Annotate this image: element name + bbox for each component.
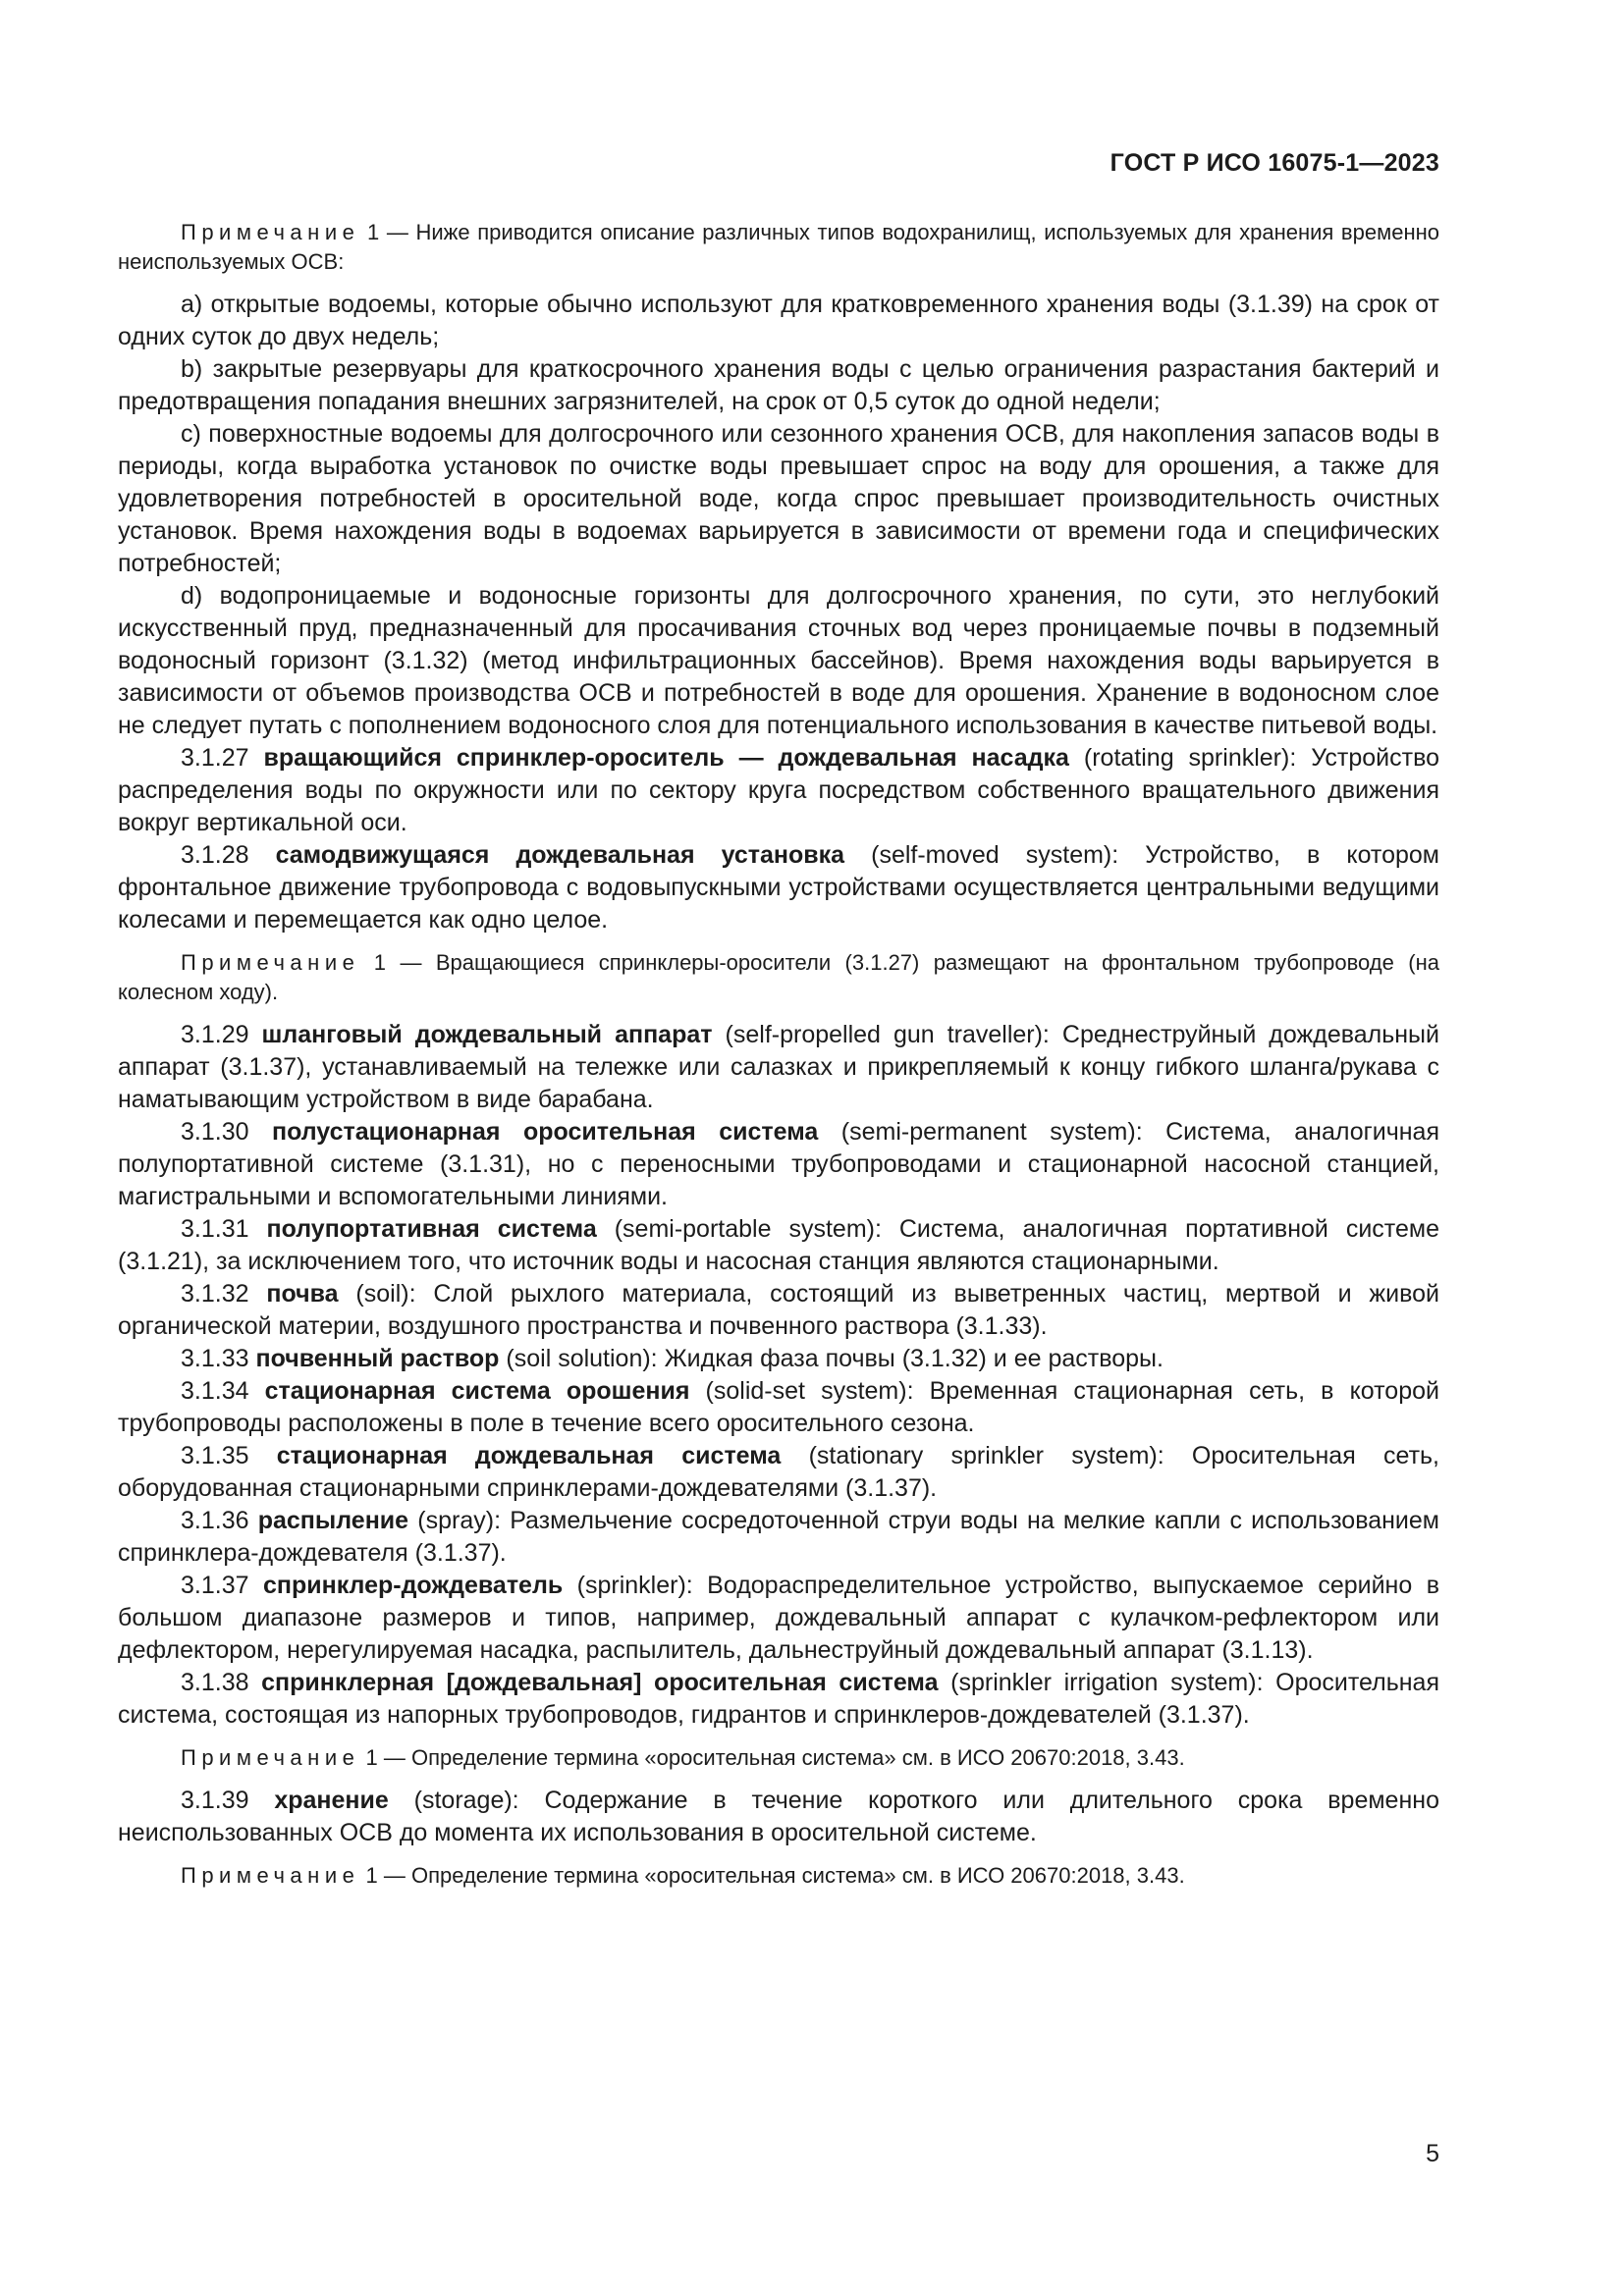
term-3-1-38 xyxy=(118,1667,1439,1732)
note-text: — Вращающиеся спринклеры-оросители (3.1.27) размещают на фронтальном трубопроводе (на колесном ходу). xyxy=(118,950,1439,1004)
term-definition: (spray): Размельчение сосредоточенной струи воды на мелкие капли с использованием спринклера-дождевателя (3.1.37). xyxy=(118,1507,1439,1567)
term-definition: (storage): Содержание в течение короткого или длительного срока временно неиспользованных ОСВ до момента их использования в оросительной системе. xyxy=(118,1787,1439,1846)
term-3-1-34 xyxy=(118,1375,1439,1440)
note-after-3-1-39 xyxy=(118,1861,1439,1891)
term-3-1-33 xyxy=(118,1343,1439,1375)
term-title: стационарная дождевальная система xyxy=(276,1442,782,1469)
term-title: полупортативная система xyxy=(266,1215,597,1243)
term-3-1-29 xyxy=(118,1019,1439,1116)
term-number: 3.1.31 xyxy=(181,1215,249,1243)
term-number: 3.1.27 xyxy=(181,744,249,772)
term-definition: (rotating sprinkler): Устройство распределения воды по окружности или по сектору круга посредством собственного вращательного движения вокруг вертикальной оси. xyxy=(118,744,1439,836)
list-text: открытые водоемы, которые обычно используют для кратковременного хранения воды (3.1.39) на срок от одних суток до двух недель; xyxy=(118,291,1440,350)
term-definition: (sprinkler irrigation system): Оросительная система, состоящая из напорных трубопроводов, гидрантов и спринклеров-дождевателей (3.1.37). xyxy=(118,1669,1439,1729)
term-3-1-35 xyxy=(118,1440,1439,1505)
term-number: 3.1.39 xyxy=(181,1787,249,1814)
list-text: закрытые резервуары для краткосрочного хранения воды с целью ограничения разрастания бактерий и предотвращения попадания внешних загрязнителей, на срок от 0,5 суток до одной недели; xyxy=(118,355,1439,415)
list-marker: b) xyxy=(181,355,203,383)
term-number: 3.1.36 xyxy=(181,1507,249,1534)
term-3-1-28 xyxy=(118,839,1439,936)
term-number: 3.1.29 xyxy=(181,1021,249,1048)
term-title: хранение xyxy=(274,1787,389,1814)
list-item-d xyxy=(118,580,1439,742)
list-item-b xyxy=(118,353,1439,418)
term-definition: (soil solution): Жидкая фаза почвы (3.1.32) и ее растворы. xyxy=(506,1345,1164,1372)
term-3-1-27 xyxy=(118,742,1439,839)
term-definition: (self-moved system): Устройство, в котором фронтальное движение трубопровода с водовыпускными устройствами осуществляется центральными ведущими колесами и перемещается как одно целое. xyxy=(118,841,1439,934)
term-3-1-31 xyxy=(118,1213,1439,1278)
note-after-3-1-28 xyxy=(118,948,1439,1007)
note-label: Примечание xyxy=(181,950,360,975)
term-title: распыление xyxy=(257,1507,409,1534)
term-number: 3.1.34 xyxy=(181,1377,249,1405)
term-number: 3.1.33 xyxy=(181,1345,249,1372)
term-3-1-39 xyxy=(118,1785,1439,1849)
term-title: почвенный раствор xyxy=(255,1345,500,1372)
term-definition: (semi-portable system): Система, аналогичная портативной системе (3.1.21), за исключением того, что источник воды и насосная станция являются стационарными. xyxy=(118,1215,1439,1275)
term-definition: (stationary sprinkler system): Оросительная сеть, оборудованная стационарными спринклерами-дождевателями (3.1.37). xyxy=(118,1442,1439,1502)
term-number: 3.1.32 xyxy=(181,1280,249,1308)
note-number: 1 xyxy=(373,950,387,975)
term-3-1-32 xyxy=(118,1278,1439,1343)
term-definition: (semi-permanent system): Система, аналогичная полупортативной системе (3.1.31), но с переносными трубопроводами и стационарной насосной станцией, магистральными и вспомогательными линиями. xyxy=(118,1118,1439,1210)
note-label: Примечание xyxy=(181,220,360,244)
note-number: 1 xyxy=(366,220,380,244)
note-text: — Определение термина «оросительная система» см. в ИСО 20670:2018, 3.43. xyxy=(383,1745,1185,1770)
term-title: спринклерная [дождевальная] оросительная система xyxy=(261,1669,939,1696)
list-text: поверхностные водоемы для долгосрочного или сезонного хранения ОСВ, для накопления запасов воды в периоды, когда выработка установок по очистке воды превышает спрос на воду для орошения, а также для удовлетворения потребностей в оросительной воде, когда спрос превышает производительность очистных установок. Время нахождения воды в водоемах варьируется в зависимости от времени года и специфических потребностей; xyxy=(118,420,1439,577)
term-title: стационарная система орошения xyxy=(264,1377,690,1405)
term-title: вращающийся спринклер-ороситель — дождевальная насадка xyxy=(263,744,1069,772)
list-marker: d) xyxy=(181,582,203,610)
page-number: 5 xyxy=(1426,2140,1439,2167)
term-3-1-37 xyxy=(118,1570,1439,1667)
list-marker: c) xyxy=(181,420,201,448)
term-title: самодвижущаяся дождевальная установка xyxy=(275,841,845,869)
term-definition: (self-propelled gun traveller): Среднеструйный дождевальный аппарат (3.1.37), устанавливаемый на тележке или салазках и прикрепляемый к концу гибкого шланга/рукава с наматывающим устройством в виде барабана. xyxy=(118,1021,1439,1113)
term-number: 3.1.30 xyxy=(181,1118,249,1146)
term-title: полустационарная оросительная система xyxy=(272,1118,819,1146)
term-3-1-36 xyxy=(118,1505,1439,1570)
list-text: водопроницаемые и водоносные горизонты для долгосрочного хранения, по сути, это неглубокий искусственный пруд, предназначенный для просачивания сточных вод через проницаемые почвы в подземный водоносный горизонт (3.1.32) (метод инфильтрационных бассейнов). Время нахождения воды варьируется в зависимости от объемов производства ОСВ и потребностей в воде для орошения. Хранение в водоносном слое не следует путать с пополнением водоносного слоя для потенциального использования в качестве питьевой воды. xyxy=(118,582,1440,739)
list-marker: a) xyxy=(181,291,203,318)
term-title: спринклер-дождеватель xyxy=(262,1572,564,1599)
note-text: — Определение термина «оросительная система» см. в ИСО 20670:2018, 3.43. xyxy=(383,1863,1185,1888)
term-title: почва xyxy=(266,1280,339,1308)
term-definition: (sprinkler): Водораспределительное устройство, выпускаемое серийно в большом диапазоне размеров и типов, например, дождевальный аппарат с кулачком-рефлектором или дефлектором, нерегулируемая насадка, распылитель, дальнеструйный дождевальный аппарат (3.1.13). xyxy=(118,1572,1439,1664)
note-text: — Ниже приводится описание различных типов водохранилищ, используемых для хранения временно неиспользуемых ОСВ: xyxy=(118,220,1439,274)
note-after-3-1-38 xyxy=(118,1743,1439,1773)
term-definition: (soil): Слой рыхлого материала, состоящий из выветренных частиц, мертвой и живой органической материи, воздушного пространства и почвенного раствора (3.1.33). xyxy=(118,1280,1439,1340)
list-item-c xyxy=(118,418,1439,580)
note-number: 1 xyxy=(365,1745,378,1770)
document-header: ГОСТ Р ИСО 16075-1—2023 xyxy=(1110,149,1439,177)
list-item-a xyxy=(118,289,1439,353)
note-label: Примечание xyxy=(181,1863,360,1888)
term-number: 3.1.38 xyxy=(181,1669,249,1696)
note-intro xyxy=(118,218,1439,277)
note-number: 1 xyxy=(365,1863,378,1888)
term-3-1-30 xyxy=(118,1116,1439,1213)
term-definition: (solid-set system): Временная стационарная сеть, в которой трубопроводы расположены в поле в течение всего оросительного сезона. xyxy=(118,1377,1439,1437)
term-number: 3.1.35 xyxy=(181,1442,249,1469)
note-label: Примечание xyxy=(181,1745,360,1770)
document-body xyxy=(118,218,1439,1902)
term-number: 3.1.28 xyxy=(181,841,249,869)
term-title: шланговый дождевальный аппарат xyxy=(261,1021,713,1048)
term-number: 3.1.37 xyxy=(181,1572,249,1599)
